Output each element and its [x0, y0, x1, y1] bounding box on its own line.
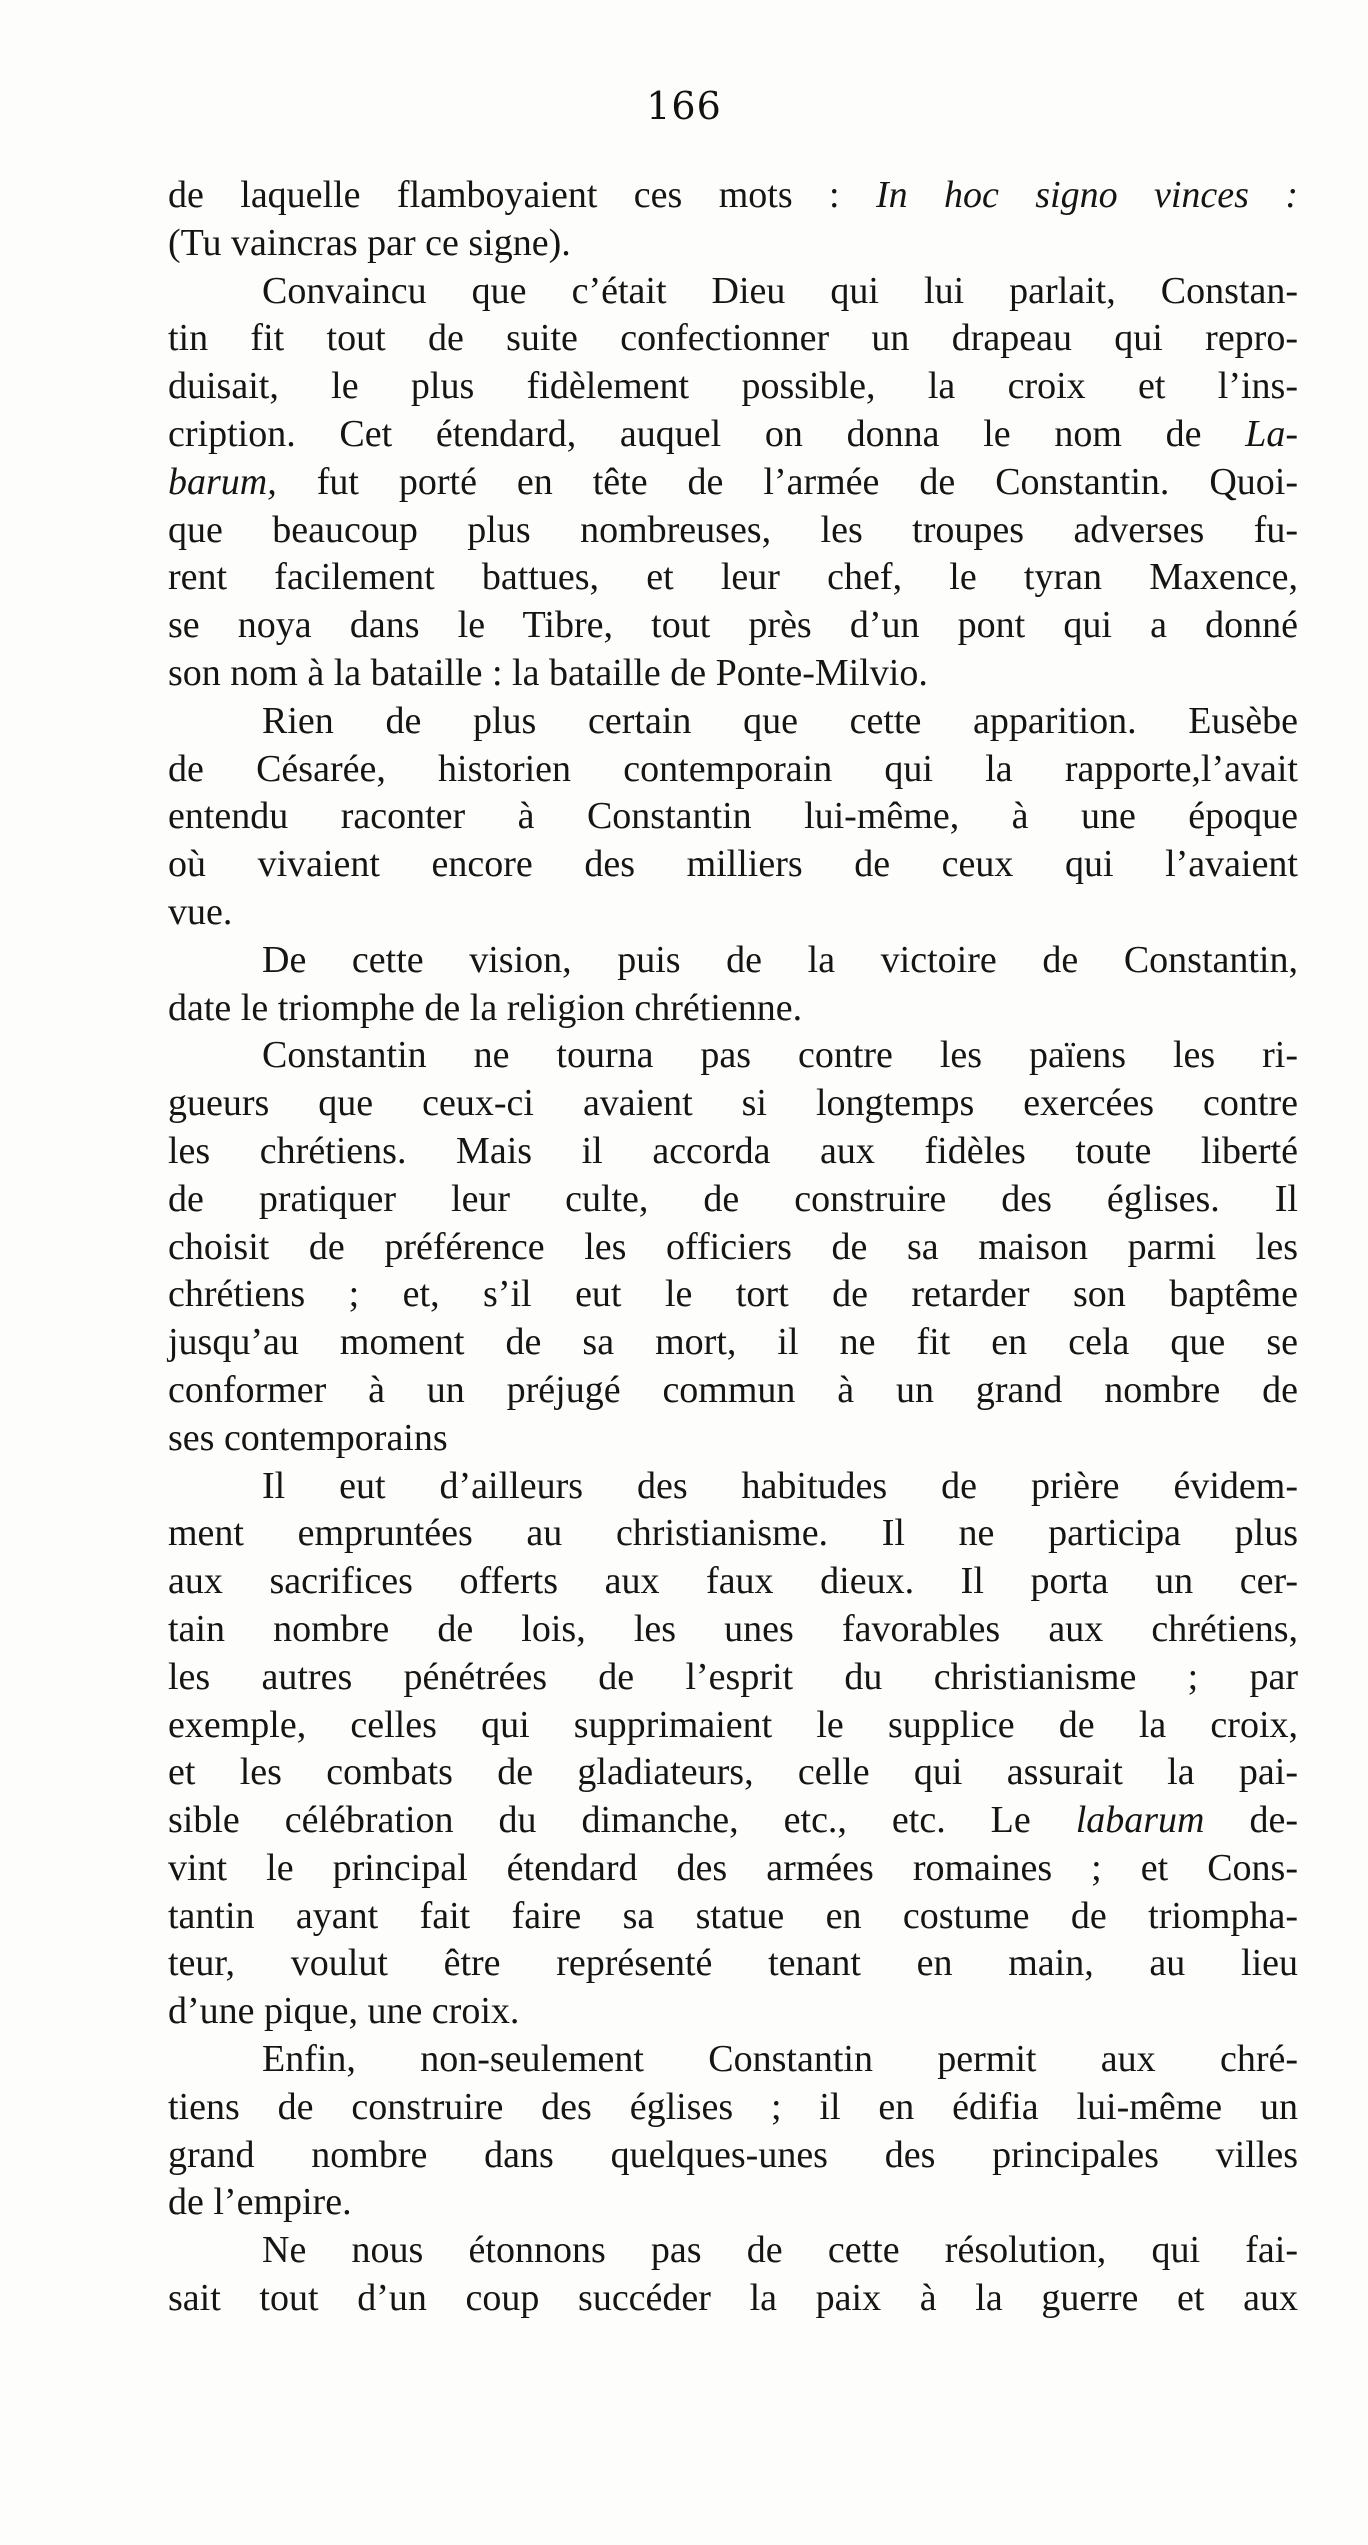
text-line: [168, 507, 1298, 555]
text-line: [168, 1558, 1298, 1606]
text-line: [168, 2275, 1298, 2323]
text-segment: De cette vision, puis de la victoire de Constantin,: [262, 938, 1298, 981]
text-line: [168, 363, 1298, 411]
text-segment: duisait, le plus fidèlement possible, la croix et l’ins-: [168, 365, 1298, 408]
text-segment: de-: [1204, 1799, 1298, 1842]
text-line: [168, 1080, 1298, 1128]
text-segment: se noya dans le Tibre, tout près d’un pont qui a donné: [168, 604, 1298, 647]
italic-text: barum,: [168, 460, 277, 503]
text-line: [168, 1893, 1298, 1941]
text-segment: (Tu vaincras par ce signe).: [168, 221, 571, 264]
text-segment: tiens de construire des églises ; il en édifia lui-même un: [168, 2085, 1298, 2128]
text-line: [168, 650, 1298, 698]
text-segment: les chrétiens. Mais il accorda aux fidèles toute liberté: [168, 1129, 1298, 1172]
text-line: [168, 220, 1298, 268]
text-segment: choisit de préférence les officiers de sa maison parmi les: [168, 1225, 1298, 1268]
text-line: [168, 1749, 1298, 1797]
text-segment: vint le principal étendard des armées romaines ; et Cons-: [168, 1846, 1298, 1889]
text-line: [168, 1128, 1298, 1176]
text-segment: conformer à un préjugé commun à un grand nombre de: [168, 1368, 1298, 1411]
text-line: [168, 1702, 1298, 1750]
text-segment: de Césarée, historien contemporain qui la rapporte,l’avait: [168, 747, 1298, 790]
text-segment: les autres pénétrées de l’esprit du christianisme ; par: [168, 1655, 1298, 1698]
text-segment: sait tout d’un coup succéder la paix à la guerre et aux: [168, 2277, 1298, 2320]
text-line: [168, 1654, 1298, 1702]
text-segment: sible célébration du dimanche, etc., etc. Le: [168, 1799, 1076, 1842]
text-line: [168, 1367, 1298, 1415]
text-segment: Constantin ne tourna pas contre les païens les ri-: [262, 1034, 1298, 1077]
text-segment: exemple, celles qui supprimaient le supplice de la croix,: [168, 1703, 1298, 1746]
text-segment: entendu raconter à Constantin lui-même, à une époque: [168, 795, 1298, 838]
text-line: [168, 268, 1298, 316]
text-segment: ment empruntées au christianisme. Il ne participa plus: [168, 1512, 1298, 1555]
text-line: [168, 889, 1298, 937]
text-segment: date le triomphe de la religion chrétienne.: [168, 986, 803, 1029]
text-line: [168, 172, 1298, 220]
text-segment: chrétiens ; et, s’il eut le tort de retarder son baptême: [168, 1273, 1298, 1316]
text-line: [168, 937, 1298, 985]
text-segment: de l’empire.: [168, 2181, 352, 2224]
text-line: [168, 1224, 1298, 1272]
text-line: [168, 1988, 1298, 2036]
text-segment: que beaucoup plus nombreuses, les troupes adverses fu-: [168, 508, 1298, 551]
text-line: [168, 698, 1298, 746]
text-segment: tantin ayant fait faire sa statue en costume de triompha-: [168, 1894, 1298, 1937]
text-line: [168, 1271, 1298, 1319]
italic-text: In hoc signo vinces :: [875, 174, 1299, 216]
text-segment: de pratiquer leur culte, de construire des églises. Il: [168, 1177, 1298, 1220]
text-segment: tin fit tout de suite confectionner un drapeau qui repro-: [168, 317, 1298, 360]
text-line: [168, 554, 1298, 602]
text-line: [168, 2227, 1298, 2275]
italic-text: La-: [1245, 412, 1298, 455]
text-segment: fut porté en tête de l’armée de Constantin. Quoi-: [276, 460, 1298, 503]
text-segment: où vivaient encore des milliers de ceux qui l’avaient: [168, 843, 1298, 886]
text-line: [168, 2084, 1298, 2132]
text-line: [168, 459, 1298, 507]
text-segment: gueurs que ceux-ci avaient si longtemps exercées contre: [168, 1082, 1298, 1125]
body-text: [168, 172, 1298, 2323]
text-line: [168, 841, 1298, 889]
text-line: [168, 315, 1298, 363]
text-line: [168, 1415, 1298, 1463]
text-line: [168, 1606, 1298, 1654]
text-line: [168, 985, 1298, 1033]
text-line: [168, 2179, 1298, 2227]
text-line: [168, 602, 1298, 650]
text-line: [168, 1176, 1298, 1224]
text-segment: d’une pique, une croix.: [168, 1990, 520, 2033]
text-segment: Ne nous étonnons pas de cette résolution, qui fai-: [262, 2229, 1298, 2272]
text-segment: Enfin, non-seulement Constantin permit aux chré-: [262, 2038, 1298, 2081]
text-line: [168, 1845, 1298, 1893]
text-segment: Il eut d’ailleurs des habitudes de prière évidem-: [262, 1464, 1298, 1507]
text-line: [168, 2036, 1298, 2084]
text-segment: et les combats de gladiateurs, celle qui assurait la pai-: [168, 1751, 1298, 1794]
text-segment: jusqu’au moment de sa mort, il ne fit en cela que se: [168, 1321, 1298, 1364]
page-number: 166: [646, 84, 722, 128]
text-line: [168, 1463, 1298, 1511]
text-line: [168, 1797, 1298, 1845]
text-line: [168, 1510, 1298, 1558]
text-segment: ses contemporains: [168, 1416, 448, 1459]
text-line: [168, 1940, 1298, 1988]
text-segment: tain nombre de lois, les unes favorables aux chrétiens,: [168, 1607, 1298, 1650]
text-segment: cription. Cet étendard, auquel on donna le nom de: [168, 412, 1246, 455]
italic-text: labarum: [1075, 1799, 1205, 1842]
text-segment: Convaincu que c’était Dieu qui lui parlait, Constan-: [262, 269, 1298, 312]
text-line: [168, 793, 1298, 841]
text-segment: teur, voulut être représenté tenant en main, au lieu: [168, 1942, 1298, 1985]
text-line: [168, 746, 1298, 794]
text-line: [168, 411, 1298, 459]
text-segment: aux sacrifices offerts aux faux dieux. Il porta un cer-: [168, 1560, 1298, 1603]
text-line: [168, 1032, 1298, 1080]
text-line: [168, 2132, 1298, 2180]
text-segment: Rien de plus certain que cette apparition. Eusèbe: [262, 699, 1298, 742]
text-segment: de laquelle flamboyaient ces mots :: [168, 174, 876, 216]
text-segment: son nom à la bataille : la bataille de Ponte-Milvio.: [168, 651, 928, 694]
text-segment: rent facilement battues, et leur chef, le tyran Maxence,: [168, 556, 1298, 599]
text-line: [168, 1319, 1298, 1367]
text-segment: grand nombre dans quelques-unes des principales villes: [168, 2133, 1298, 2176]
text-segment: vue.: [168, 890, 233, 933]
